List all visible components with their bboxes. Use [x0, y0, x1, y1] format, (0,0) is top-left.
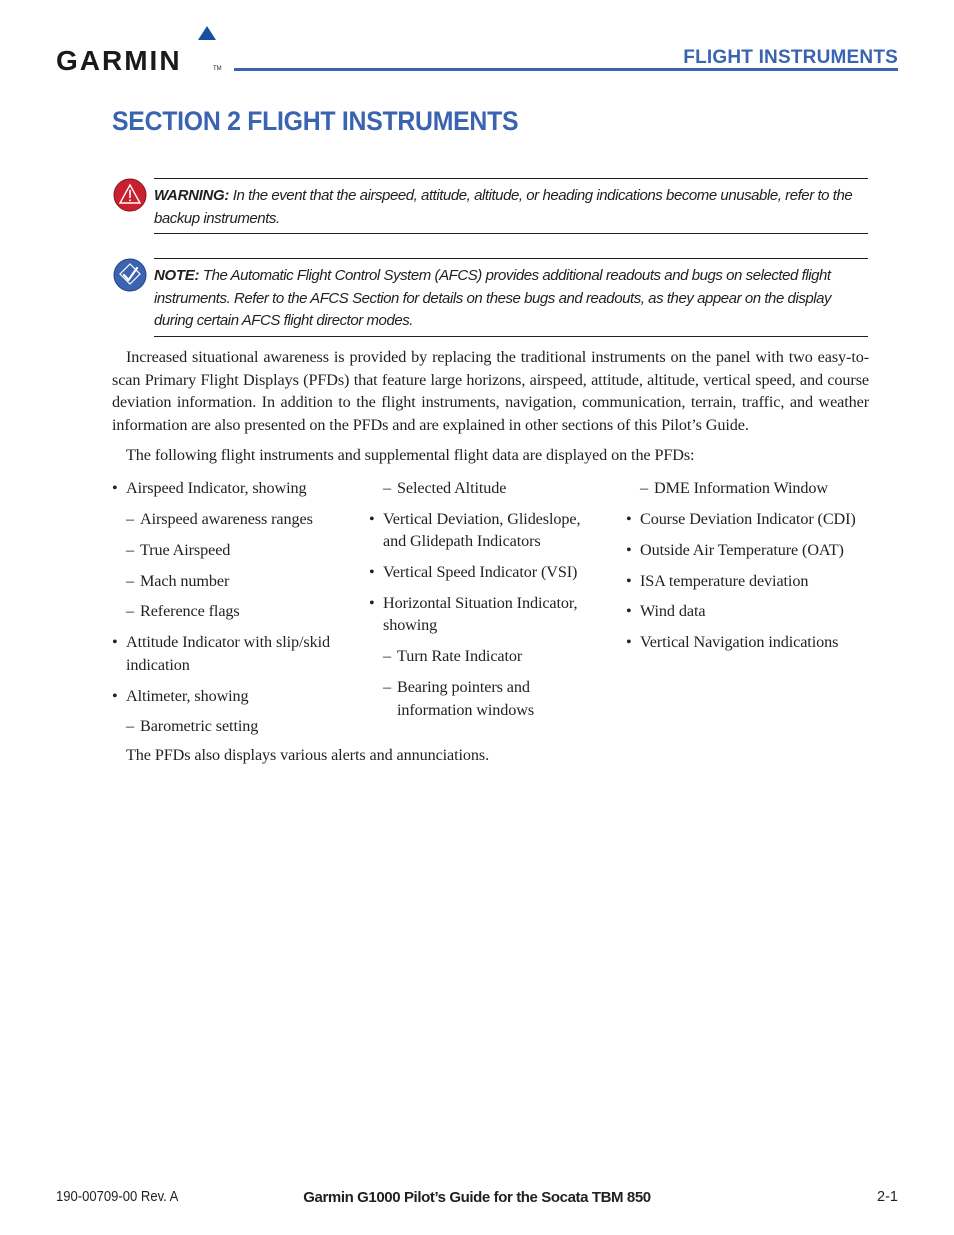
bullet-marker: •	[112, 479, 118, 497]
list-item-text: Airspeed awareness ranges	[140, 510, 313, 528]
dash-marker: –	[126, 717, 134, 735]
list-item	[626, 508, 856, 531]
list-item-text: Reference flags	[140, 602, 240, 620]
list-item-text: Course Deviation Indicator (CDI)	[640, 510, 856, 528]
list-item-continuation: information windows	[397, 701, 535, 719]
warning-icon	[113, 178, 147, 212]
bullet-marker: •	[369, 563, 375, 581]
list-item-text: Outside Air Temperature (OAT)	[640, 541, 844, 559]
bullet-marker: •	[369, 510, 375, 528]
list-subitem	[126, 600, 240, 623]
alerts-paragraph: The PFDs also displays various alerts and annunciations.	[126, 746, 490, 764]
list-item-text: Barometric setting	[140, 717, 259, 735]
list-item	[626, 570, 809, 593]
dash-marker: –	[126, 541, 134, 559]
list-intro-paragraph: The following flight instruments and supplemental flight data are displayed on the PFDs:	[126, 446, 695, 464]
list-item	[369, 508, 581, 531]
warning-lead: WARNING:	[154, 187, 230, 204]
dash-marker: –	[126, 510, 134, 528]
list-item-continuation: showing	[383, 616, 438, 634]
list-item-continuation: and Glidepath Indicators	[383, 532, 541, 550]
note-callout	[154, 258, 868, 337]
list-item-text: Attitude Indicator with slip/skid	[126, 633, 330, 651]
bullet-marker: •	[626, 510, 632, 528]
dash-marker: –	[383, 647, 391, 665]
bullet-marker: •	[626, 541, 632, 559]
list-subitem	[126, 508, 313, 531]
list-item	[112, 477, 307, 500]
list-item-text: DME Information Window	[654, 479, 828, 497]
note-lead: NOTE:	[154, 267, 200, 284]
list-item	[369, 592, 578, 615]
list-item-text: Mach number	[140, 572, 230, 590]
bullet-marker: •	[112, 687, 118, 705]
dash-marker: –	[383, 678, 391, 696]
bullet-marker: •	[112, 633, 118, 651]
header-section-label: FLIGHT INSTRUMENTS	[683, 47, 898, 68]
list-item-continuation: indication	[126, 656, 190, 674]
list-item-text: True Airspeed	[140, 541, 231, 559]
list-subitem	[383, 477, 507, 500]
list-item	[626, 631, 839, 654]
page-title: SECTION 2 FLIGHT INSTRUMENTS	[112, 106, 519, 136]
list-subitem	[640, 477, 828, 500]
dash-marker: –	[383, 479, 391, 497]
list-item-text: Altimeter, showing	[126, 687, 249, 705]
list-item-text: Vertical Speed Indicator (VSI)	[383, 563, 578, 581]
list-item-text: Bearing pointers and	[397, 678, 530, 696]
warning-callout	[154, 178, 868, 234]
list-item	[369, 561, 578, 584]
logo-trademark: TM	[213, 66, 222, 72]
list-item	[626, 539, 844, 562]
list-item-text: Wind data	[640, 602, 706, 620]
list-item-text: Turn Rate Indicator	[397, 647, 523, 665]
list-item-text: Vertical Deviation, Glideslope,	[383, 510, 581, 528]
list-subitem	[383, 676, 530, 699]
logo-triangle-icon	[198, 26, 216, 40]
list-item	[112, 685, 249, 708]
footer-doc-number: 190-00709-00 Rev. A	[56, 1189, 179, 1205]
logo-text: GARMIN	[56, 45, 182, 76]
list-item-text: ISA temperature deviation	[640, 572, 809, 590]
footer-guide-title: Garmin G1000 Pilot’s Guide for the Socata TBM 850	[303, 1189, 651, 1206]
list-item-text: Horizontal Situation Indicator,	[383, 594, 578, 612]
note-text: The Automatic Flight Control System (AFCS) provides additional readouts and bugs on selected flight instruments. Refer to the AFCS Section for details on these bugs and readouts, as they appear on the display during certain AFCS flight director modes.	[154, 267, 832, 329]
list-item-text: Airspeed Indicator, showing	[126, 479, 307, 497]
dash-marker: –	[126, 572, 134, 590]
list-subitem	[383, 645, 523, 668]
bullet-marker: •	[626, 633, 632, 651]
bullet-marker: •	[626, 602, 632, 620]
intro-paragraph: Increased situational awareness is provided by replacing the traditional instruments on the panel with two easy-to-scan Primary Flight Displays (PFDs) that feature large horizons, airspeed, attitude, altitude, vertical speed, and course deviation information. In addition to the flight instruments, navigation, communication, terrain, traffic, and weather information are also presented on the PFDs and are explained in other sections of this Pilot’s Guide.	[112, 348, 869, 434]
dash-marker: –	[126, 602, 134, 620]
list-item	[112, 631, 330, 654]
list-item-text: Vertical Navigation indications	[640, 633, 839, 651]
list-subitem	[126, 539, 231, 562]
dash-marker: –	[640, 479, 648, 497]
bullet-marker: •	[369, 594, 375, 612]
list-subitem	[126, 570, 230, 593]
list-item	[626, 600, 706, 623]
warning-text: In the event that the airspeed, attitude, altitude, or heading indications become unusable, refer to the backup instruments.	[154, 187, 853, 227]
bullet-marker: •	[626, 572, 632, 590]
footer-page-number: 2-1	[877, 1189, 898, 1205]
note-check-icon	[113, 258, 147, 292]
list-subitem	[126, 715, 259, 738]
list-item-text: Selected Altitude	[397, 479, 507, 497]
garmin-logo	[56, 26, 222, 76]
